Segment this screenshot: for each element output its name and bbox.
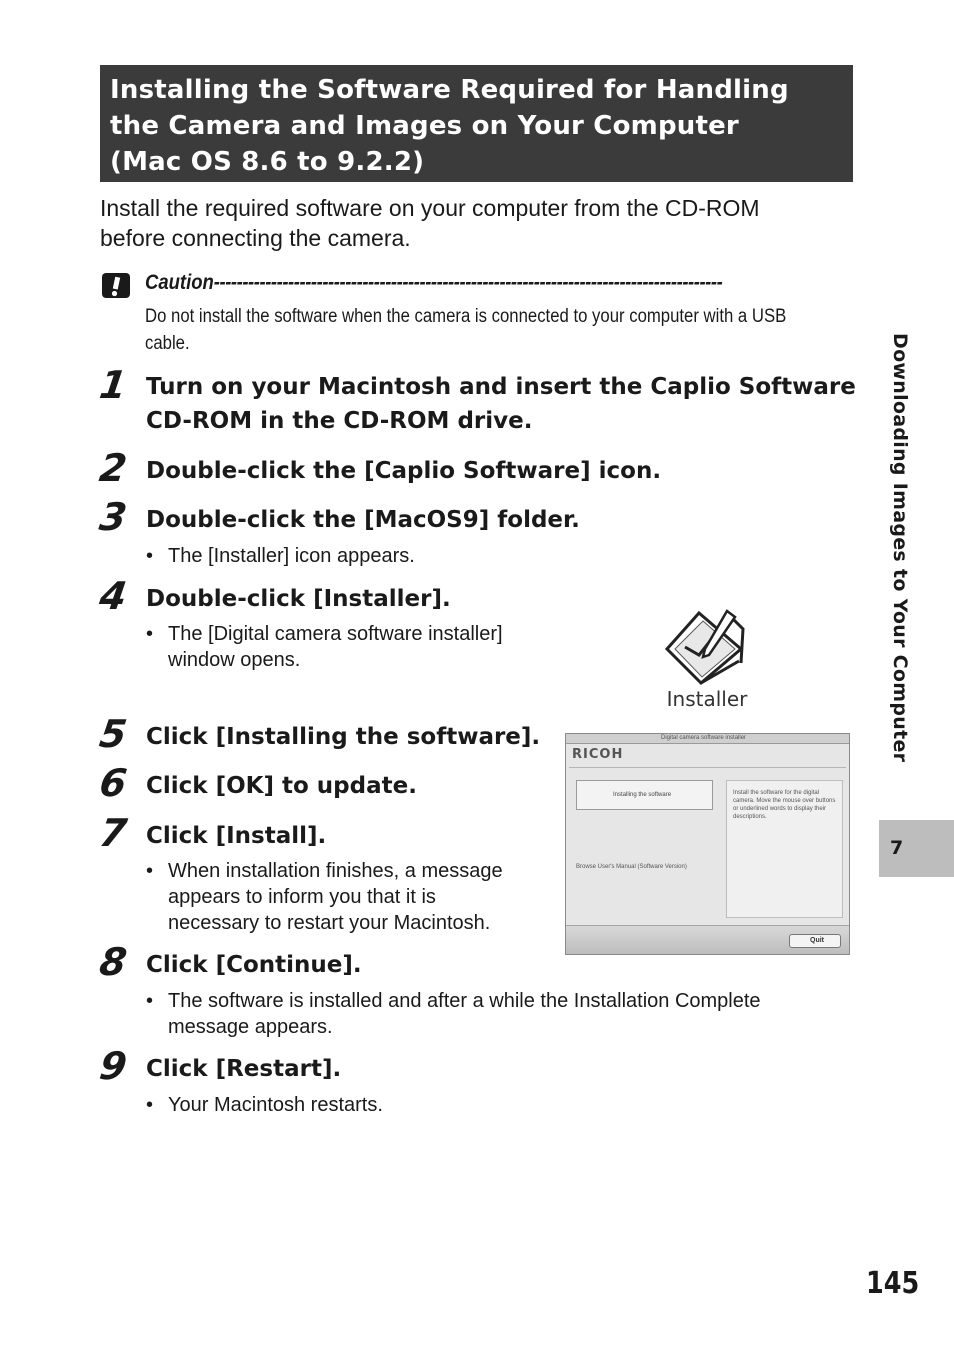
chapter-tab [879, 820, 954, 877]
step-title-line: Click [Installing the software]. [146, 724, 541, 750]
step-title [146, 503, 580, 537]
step-number: 4 [96, 574, 130, 618]
browse-manual-link: Browse User's Manual (Software Version) [576, 864, 687, 870]
step-bullet [146, 621, 503, 673]
step-bullet [146, 858, 503, 936]
step-number: 3 [96, 495, 130, 539]
step-title [146, 454, 661, 488]
window-left-pane [574, 778, 714, 948]
bullet-line: appears to inform you that it is [168, 886, 436, 908]
window-bottom-bar [566, 925, 849, 954]
bullet-dot: • [146, 1094, 154, 1116]
heading-line: the Camera and Images on Your Computer [110, 111, 739, 141]
step-title-line: Click [Continue]. [146, 952, 362, 978]
bullet-dot: • [146, 990, 154, 1012]
caution-line: Do not install the software when the camera is connected to your computer with a USB [145, 306, 787, 327]
caution-line: cable. [145, 333, 190, 354]
bullet-line: message appears. [168, 1016, 333, 1038]
ricoh-logo: RICOH [572, 747, 624, 762]
step-title-line: Double-click [Installer]. [146, 586, 451, 612]
window-info-text: Install the software for the digital camera. Move the mouse over buttons or underlined words to display their descriptions. [733, 790, 836, 820]
chapter-title-vertical: Downloading Images to Your Computer [889, 333, 911, 763]
step-title [146, 819, 326, 853]
caution-icon [102, 273, 130, 298]
quit-button [789, 934, 841, 948]
section-heading [100, 65, 853, 182]
bullet-dot: • [146, 545, 154, 567]
step-title [146, 720, 540, 754]
step-title-line: Click [Install]. [146, 823, 327, 849]
step-title-line: Click [Restart]. [146, 1056, 342, 1082]
bullet-line: When installation finishes, a message [168, 860, 503, 882]
window-title: Digital camera software installer [661, 735, 747, 741]
step-number: 1 [96, 363, 130, 407]
step-number: 5 [96, 712, 130, 756]
step-title [146, 948, 362, 982]
step-title-line: Double-click the [MacOS9] folder. [146, 507, 580, 533]
caution-label [145, 268, 770, 298]
bullet-line: The [Digital camera software installer] [168, 623, 503, 645]
step-number: 2 [96, 446, 130, 490]
bullet-dot: • [146, 623, 154, 645]
step-title-line: CD-ROM in the CD-ROM drive. [146, 408, 533, 434]
installer-window-screenshot [565, 733, 850, 955]
bullet-line: The [Installer] icon appears. [168, 545, 415, 567]
step-bullet [146, 988, 761, 1040]
heading-line: Installing the Software Required for Handling [110, 75, 789, 105]
installing-software-label: Installing the software [613, 792, 672, 798]
step-title-line: Double-click the [Caplio Software] icon. [146, 458, 662, 484]
step-title-line: Click [OK] to update. [146, 773, 417, 799]
quit-label: Quit [810, 937, 824, 944]
step-number: 7 [96, 811, 130, 855]
intro-paragraph [100, 193, 860, 253]
step-title [146, 370, 856, 438]
intro-line: Install the required software on your computer from the CD-ROM [100, 195, 760, 221]
page-number: 145 [866, 1266, 920, 1301]
bullet-line: The software is installed and after a while the Installation Complete [168, 990, 761, 1012]
installer-icon-label: Installer [666, 687, 748, 711]
step-title [146, 769, 417, 803]
caution-text [145, 303, 840, 357]
divider [569, 767, 846, 768]
bullet-line: necessary to restart your Macintosh. [168, 912, 491, 934]
step-number: 8 [96, 940, 130, 984]
installer-icon [655, 603, 759, 715]
window-info-pane [726, 780, 843, 918]
step-number: 9 [96, 1044, 130, 1088]
window-title-bar [566, 734, 849, 744]
step-number: 6 [96, 761, 130, 805]
step-title-line: Turn on your Macintosh and insert the Caplio Software [146, 374, 856, 400]
bullet-dot: • [146, 860, 154, 882]
bullet-line: window opens. [168, 649, 301, 671]
installing-software-button [576, 780, 713, 810]
step-bullet [146, 543, 415, 569]
step-title [146, 582, 451, 616]
intro-line: before connecting the camera. [100, 225, 411, 251]
step-title [146, 1052, 341, 1086]
heading-line: (Mac OS 8.6 to 9.2.2) [110, 147, 425, 177]
chapter-number: 7 [890, 837, 904, 859]
bullet-line: Your Macintosh restarts. [168, 1094, 383, 1116]
caution-word: Caution [145, 271, 214, 294]
step-bullet [146, 1092, 383, 1118]
caution-rule: ----------------------------------------------------------------------------------------- [213, 271, 723, 294]
